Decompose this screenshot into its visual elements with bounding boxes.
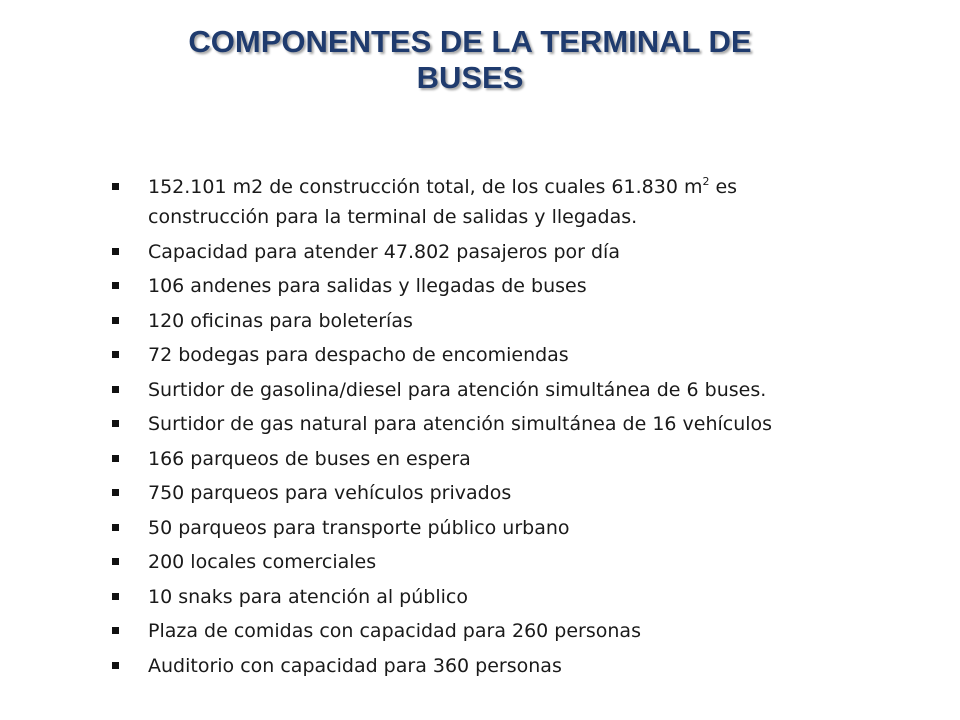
list-item-text: 200 locales comerciales	[148, 551, 377, 573]
list-item-text: Surtidor de gas natural para atención simultánea de 16 vehículos	[148, 413, 773, 435]
list-item-text: 750 parqueos para vehículos privados	[148, 482, 512, 504]
square-bullet-icon	[112, 662, 119, 669]
square-bullet-icon	[112, 558, 119, 565]
square-bullet-icon	[112, 248, 119, 255]
list-item-text: Auditorio con capacidad para 360 personas	[148, 654, 562, 677]
square-bullet-icon	[112, 282, 119, 289]
list-item	[112, 444, 912, 474]
list-item	[112, 616, 912, 646]
list-item	[112, 547, 912, 577]
list-item-text: 106 andenes para salidas y llegadas de buses	[148, 275, 587, 297]
list-item	[112, 409, 912, 439]
construction-text: 152.101 m2 de construcción total, de los cuales 61.830 m	[148, 176, 703, 198]
square-bullet-icon	[112, 317, 119, 324]
square-bullet-icon	[112, 455, 119, 462]
list-item-text: Capacidad para atender 47.802 pasajeros por día	[148, 240, 620, 263]
list-item	[112, 582, 912, 612]
list-item	[112, 340, 912, 370]
superscript: 2	[702, 175, 710, 188]
list-item	[112, 271, 912, 301]
square-bullet-icon	[112, 183, 119, 190]
square-bullet-icon	[112, 386, 119, 393]
list-item	[112, 306, 912, 336]
list-item	[112, 237, 912, 267]
square-bullet-icon	[112, 489, 119, 496]
list-item-text: 72 bodegas para despacho de encomiendas	[148, 344, 569, 366]
square-bullet-icon	[112, 524, 119, 531]
list-item-text: 166 parqueos de buses en espera	[148, 447, 471, 470]
list-item	[112, 651, 912, 681]
square-bullet-icon	[112, 420, 119, 427]
slide-title: COMPONENTES DE LA TERMINAL DE BUSES	[188, 24, 752, 95]
list-item	[112, 513, 912, 543]
list-item	[112, 375, 912, 405]
components-list	[112, 172, 912, 685]
list-item	[112, 172, 848, 232]
square-bullet-icon	[112, 627, 119, 634]
list-item-text: 10 snaks para atención al público	[148, 585, 468, 608]
list-item-text: 120 oficinas para boleterías	[148, 309, 413, 332]
list-item-text: Surtidor de gasolina/diesel para atención simultánea de 6 buses.	[148, 378, 767, 401]
list-item-text: 50 parqueos para transporte público urbano	[148, 516, 570, 539]
list-item	[112, 478, 912, 508]
construction-text-cont: es construcción para la terminal de salidas y llegadas.	[148, 176, 738, 228]
square-bullet-icon	[112, 351, 119, 358]
square-bullet-icon	[112, 593, 119, 600]
list-item-text: Plaza de comidas con capacidad para 260 personas	[148, 620, 641, 642]
